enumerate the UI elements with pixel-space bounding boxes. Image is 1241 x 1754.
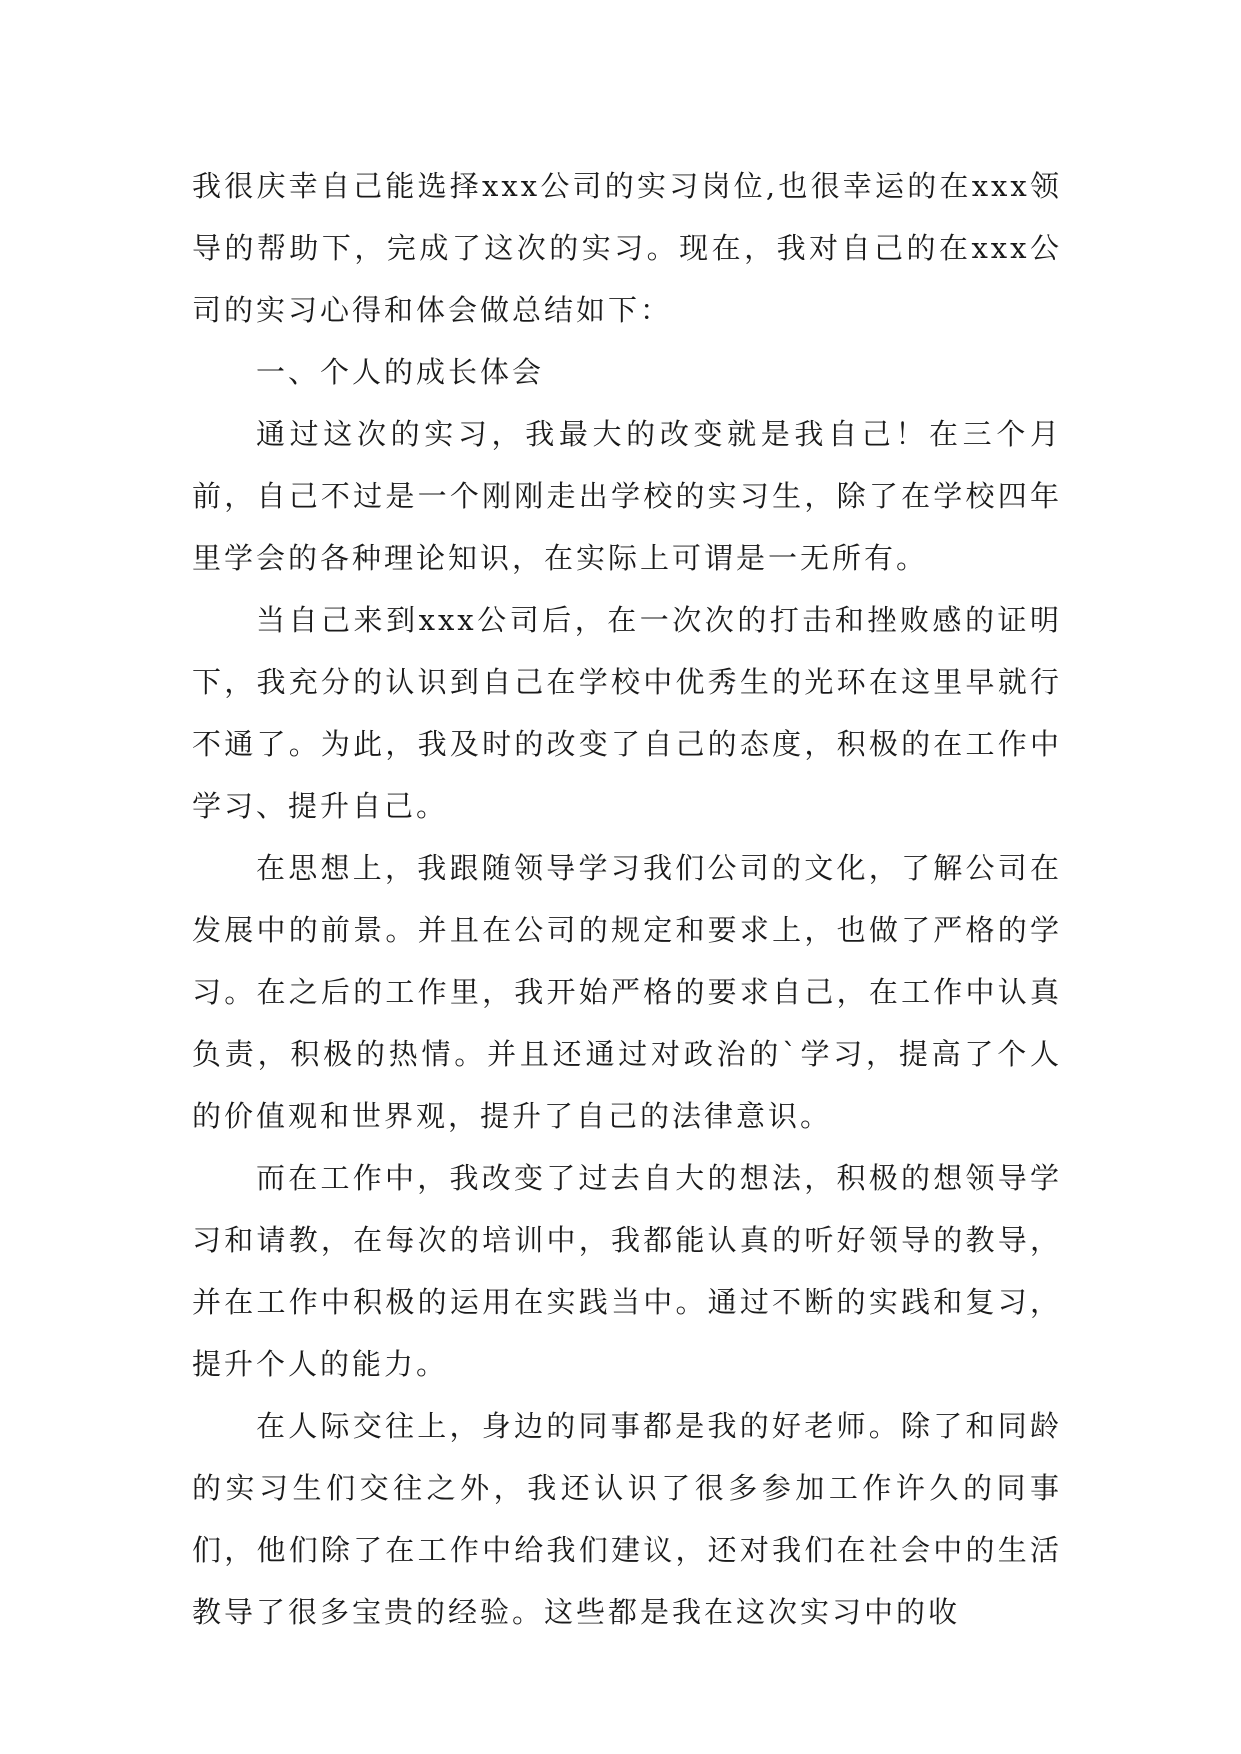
paragraph-thinking: 在思想上，我跟随领导学习我们公司的文化，了解公司在发展中的前景。并且在公司的规定和要求上，也做了严格的学习。在之后的工作里，我开始严格的要求自己，在工作中认真负责，积极的热情。并且还通过对政治的`学习，提高了个人的价值观和世界观，提升了自己的法律意识。 <box>192 851 1062 1133</box>
paragraph-work: 而在工作中，我改变了过去自大的想法，积极的想领导学习和请教，在每次的培训中，我都能认真的听好领导的教导，并在工作中积极的运用在实践当中。通过不断的实践和复习，提升个人的能力。 <box>192 1161 1062 1381</box>
section-heading-personal-growth: 一、个人的成长体会 <box>256 355 545 389</box>
paragraph-arrival: 当自己来到xxx公司后，在一次次的打击和挫败感的证明下，我充分的认识到自己在学校中优秀生的光环在这里早就行不通了。为此，我及时的改变了自己的态度，积极的在工作中学习、提升自己。 <box>192 603 1062 823</box>
document-body <box>192 155 1062 1643</box>
paragraph-intro: 我很庆幸自己能选择xxx公司的实习岗位,也很幸运的在xxx领导的帮助下，完成了这次的实习。现在，我对自己的在xxx公司的实习心得和体会做总结如下： <box>192 169 1062 327</box>
paragraph-biggest-change: 通过这次的实习，我最大的改变就是我自己！在三个月前，自己不过是一个刚刚走出学校的实习生，除了在学校四年里学会的各种理论知识，在实际上可谓是一无所有。 <box>192 417 1062 575</box>
paragraph-relationships: 在人际交往上，身边的同事都是我的好老师。除了和同龄的实习生们交往之外，我还认识了很多参加工作许久的同事们，他们除了在工作中给我们建议，还对我们在社会中的生活教导了很多宝贵的经验。这些都是我在这次实习中的收 <box>192 1409 1062 1629</box>
